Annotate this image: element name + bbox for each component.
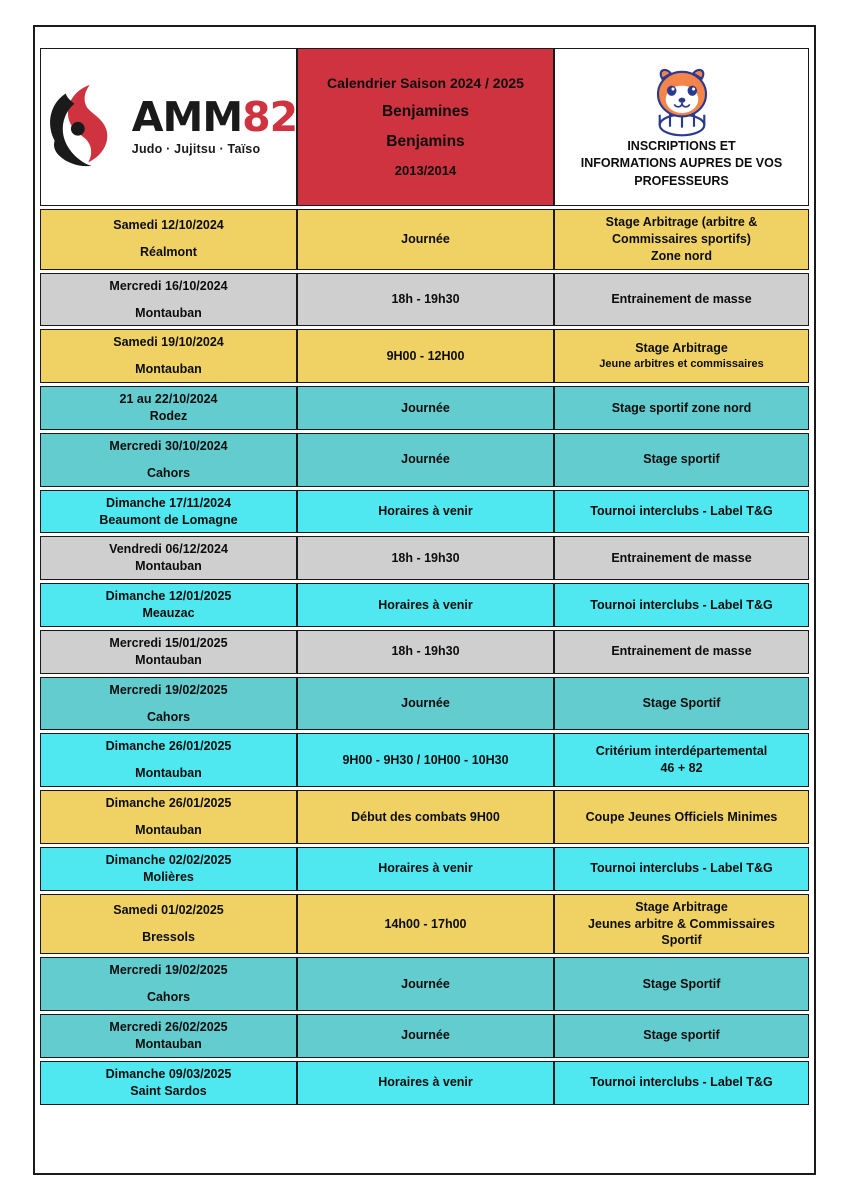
row-time: Horaires à venir [297,490,554,534]
red-panda-mascot-icon [643,65,721,137]
row-description: Tournoi interclubs - Label T&G [554,583,809,627]
row-time: Journée [297,386,554,430]
row-time: 18h - 19h30 [297,273,554,327]
table-row [40,536,809,580]
title-birth-years: 2013/2014 [394,163,457,179]
amm82-judo-logo-icon [40,81,126,173]
calendar-sheet [40,45,809,1108]
row-date: Dimanche 09/03/2025 Saint Sardos [40,1061,297,1105]
row-description: Stage Sportif [554,957,809,1011]
row-time: Début des combats 9H00 [297,790,554,844]
info-line-1: INSCRIPTIONS ET [627,138,736,153]
table-row [40,677,809,731]
table-row [40,847,809,891]
row-time: Horaires à venir [297,1061,554,1105]
row-date: Dimanche 12/01/2025 Meauzac [40,583,297,627]
row-description: Stage Sportif [554,677,809,731]
calendar-table [40,45,809,1108]
row-description: Entrainement de masse [554,536,809,580]
row-description: Stage Arbitrage (arbitre & Commissaires sportifs) Zone nord [554,209,809,270]
info-line-3: PROFESSEURS [634,173,729,188]
info-cell [554,48,809,206]
header-row [40,48,809,206]
row-time: Journée [297,677,554,731]
row-time: Journée [297,1014,554,1058]
row-date: Dimanche 02/02/2025 Molières [40,847,297,891]
table-row [40,273,809,327]
row-description: Critérium interdépartemental 46 + 82 [554,733,809,787]
table-row [40,386,809,430]
row-date: Samedi 01/02/2025 Bressols [40,894,297,955]
row-time: 9H00 - 9H30 / 10H00 - 10H30 [297,733,554,787]
table-row [40,209,809,270]
row-date: Dimanche 26/01/2025 Montauban [40,733,297,787]
row-time: 14h00 - 17h00 [297,894,554,955]
row-time: Journée [297,433,554,487]
row-description: Stage Arbitrage Jeune arbitres et commissaires [554,329,809,383]
table-row [40,1014,809,1058]
table-row [40,733,809,787]
row-description: Stage sportif [554,433,809,487]
row-description: Tournoi interclubs - Label T&G [554,490,809,534]
table-row [40,957,809,1011]
row-time: Journée [297,209,554,270]
row-date: Vendredi 06/12/2024 Montauban [40,536,297,580]
row-date: Mercredi 19/02/2025 Cahors [40,677,297,731]
club-logo-cell [40,48,297,206]
row-description: Coupe Jeunes Officiels Minimes [554,790,809,844]
row-date: Mercredi 26/02/2025 Montauban [40,1014,297,1058]
row-date: Dimanche 17/11/2024 Beaumont de Lomagne [40,490,297,534]
logo-disciplines: Judo · Jujitsu · Taïso [131,141,261,156]
row-description: Tournoi interclubs - Label T&G [554,847,809,891]
table-row [40,790,809,844]
row-time: Horaires à venir [297,847,554,891]
title-category-male: Benjamins [386,133,465,151]
calendar-title-cell [297,48,554,206]
table-row [40,630,809,674]
row-description: Tournoi interclubs - Label T&G [554,1061,809,1105]
row-time: 18h - 19h30 [297,630,554,674]
table-row [40,894,809,955]
row-time: Horaires à venir [297,583,554,627]
row-time: 18h - 19h30 [297,536,554,580]
row-date: Samedi 12/10/2024 Réalmont [40,209,297,270]
table-row [40,329,809,383]
logo-wordmark: AMM82 [131,92,298,141]
info-line-2: INFORMATIONS AUPRES DE VOS [580,156,783,171]
title-category-female: Benjamines [381,103,469,121]
row-time: Journée [297,957,554,1011]
row-description: Stage sportif [554,1014,809,1058]
row-date: Samedi 19/10/2024 Montauban [40,329,297,383]
row-description: Stage Arbitrage Jeunes arbitre & Commissaires Sportif [554,894,809,955]
row-date: Mercredi 19/02/2025 Cahors [40,957,297,1011]
table-row [40,583,809,627]
row-description: Entrainement de masse [554,630,809,674]
row-date: Dimanche 26/01/2025 Montauban [40,790,297,844]
row-date: Mercredi 30/10/2024 Cahors [40,433,297,487]
table-row [40,1061,809,1105]
row-date: Mercredi 16/10/2024 Montauban [40,273,297,327]
row-time: 9H00 - 12H00 [297,329,554,383]
row-description: Stage sportif zone nord [554,386,809,430]
row-date: Mercredi 15/01/2025 Montauban [40,630,297,674]
row-description: Entrainement de masse [554,273,809,327]
table-row [40,433,809,487]
title-season: Calendrier Saison 2024 / 2025 [327,75,524,92]
table-row [40,490,809,534]
row-date: 21 au 22/10/2024 Rodez [40,386,297,430]
